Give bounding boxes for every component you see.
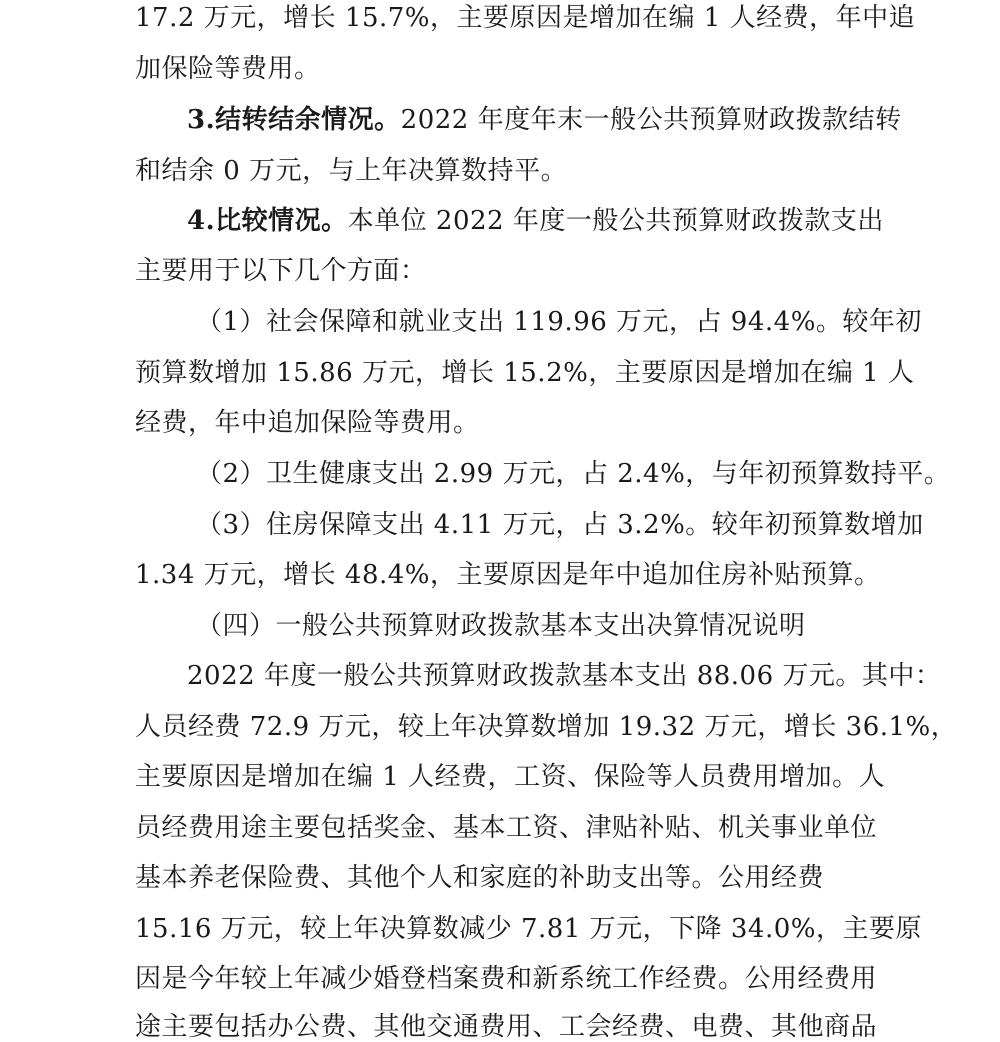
text-line: 和结余 0 万元，与上年决算数持平。 xyxy=(135,156,568,186)
list-item: （2）卫生健康支出 2.99 万元，占 2.4%，与年初预算数持平。 xyxy=(196,459,951,489)
heading-label: 4.比较情况。 xyxy=(187,206,348,236)
text-line: 经费，年中追加保险等费用。 xyxy=(135,408,480,438)
text-line: 加保险等费用。 xyxy=(135,54,321,84)
list-item: （3）住房保障支出 4.11 万元，占 3.2%。较年初预算数增加 xyxy=(196,510,924,540)
text-line: 预算数增加 15.86 万元，增长 15.2%，主要原因是增加在编 1 人 xyxy=(135,358,915,388)
text-line: 1.34 万元，增长 48.4%，主要原因是年中追加住房补贴预算。 xyxy=(135,560,881,590)
text-line: 主要用于以下几个方面： xyxy=(135,256,427,286)
text-line: 17.2 万元，增长 15.7%，主要原因是增加在编 1 人经费，年中追 xyxy=(135,3,916,33)
text-line: 人员经费 72.9 万元，较上年决算数增加 19.32 万元，增长 36.1%， xyxy=(135,712,958,742)
list-item: （1）社会保障和就业支出 119.96 万元，占 94.4%。较年初 xyxy=(196,307,922,337)
text-line: 因是今年较上年减少婚登档案费和新系统工作经费。公用经费用 xyxy=(135,964,878,994)
section-heading-basic-expenditure: （四）一般公共预算财政拨款基本支出决算情况说明 xyxy=(196,611,806,641)
text-line: 主要原因是增加在编 1 人经费，工资、保险等人员费用增加。人 xyxy=(135,762,886,792)
text-line: 基本养老保险费、其他个人和家庭的补助支出等。公用经费 xyxy=(135,863,825,893)
text-line: 途主要包括办公费、其他交通费用、工会经费、电费、其他商品 xyxy=(135,1012,878,1042)
heading-label: 3.结转结余情况。 xyxy=(187,105,401,135)
heading-text: 2022 年度年末一般公共预算财政拨款结转 xyxy=(400,105,902,135)
section-heading-comparison xyxy=(187,206,884,236)
text-line: 15.16 万元，较上年决算数减少 7.81 万元，下降 34.0%，主要原 xyxy=(135,914,922,944)
heading-text: 本单位 2022 年度一般公共预算财政拨款支出 xyxy=(347,206,884,236)
paragraph-start: 2022 年度一般公共预算财政拨款基本支出 88.06 万元。其中： xyxy=(187,661,942,691)
section-heading-carryover xyxy=(187,105,902,135)
text-line: 员经费用途主要包括奖金、基本工资、津贴补贴、机关事业单位 xyxy=(135,813,878,843)
